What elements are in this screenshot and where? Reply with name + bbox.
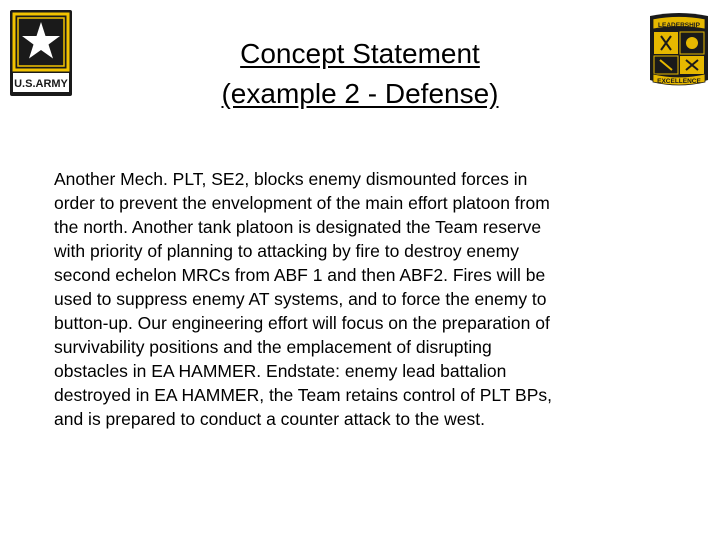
- rotc-shield-logo: [648, 12, 710, 88]
- page-title: [150, 34, 570, 114]
- rotc-logo-top-text: LEADERSHIP: [658, 22, 700, 29]
- title-line-2: (example 2 - Defense): [221, 78, 499, 109]
- us-army-logo: [10, 10, 72, 96]
- army-logo-text: U.S.ARMY: [14, 78, 68, 90]
- concept-statement-paragraph: Another Mech. PLT, SE2, blocks enemy dismounted forces in order to prevent the envelopment of the main effort platoon from the north. Another tank platoon is designated the Team reserve with priority of planning to attacking by fire to destroy enemy second echelon MRCs from ABF 1 and then ABF2. Fires will be used to suppress enemy AT systems, and to force the enemy to button-up. Our engineering effort will focus on the preparation of survivability positions and the emplacement of disrupting obstacles in EA HAMMER. Endstate: enemy lead battalion destroyed in EA HAMMER, the Team retains control of PLT BPs, and is prepared to conduct a counter attack to the west.: [54, 169, 552, 429]
- title-line-1: Concept Statement: [240, 38, 480, 69]
- rotc-logo-bottom-text: EXCELLENCE: [657, 78, 701, 85]
